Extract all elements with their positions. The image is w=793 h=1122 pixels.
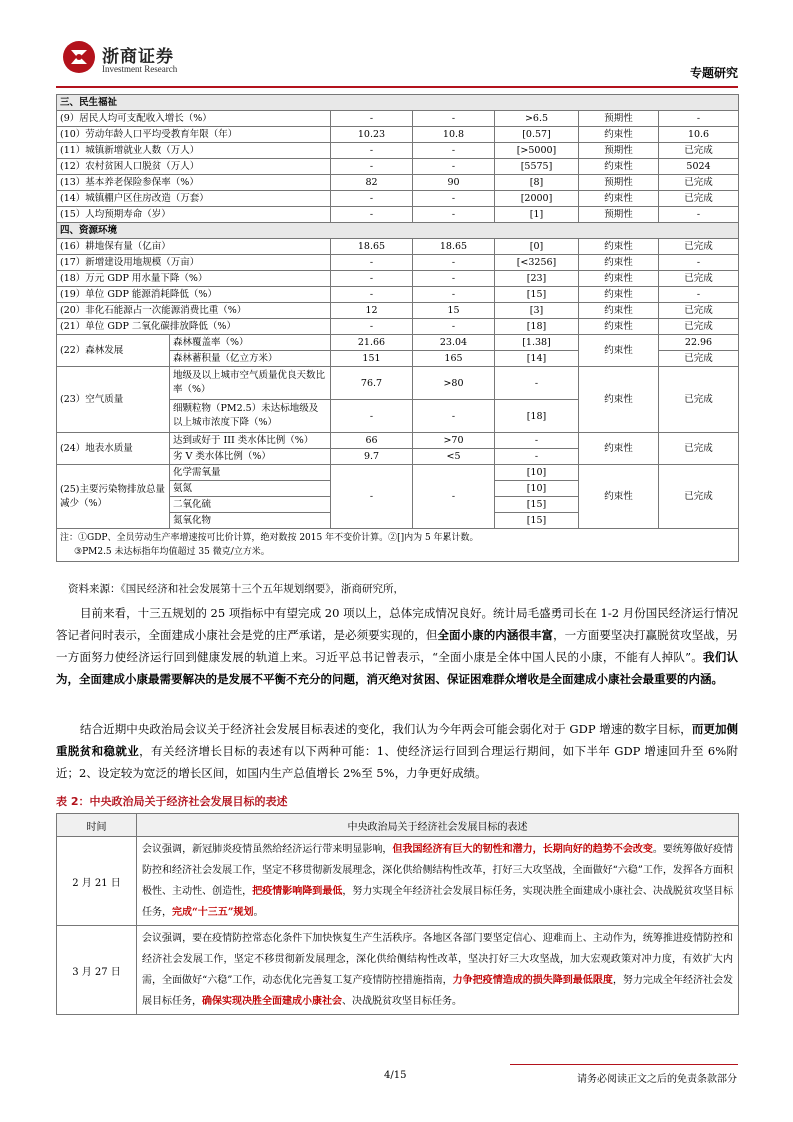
table-row bbox=[57, 837, 739, 926]
company-logo-icon bbox=[62, 40, 96, 74]
table-cell: 约束性 bbox=[579, 319, 659, 335]
section-header-resources bbox=[57, 223, 739, 239]
note-line-2: ③PM2.5 未达标指年均值超过 35 微克/立方米。 bbox=[74, 547, 270, 557]
table-cell: (16）耕地保有量（亿亩） bbox=[57, 239, 331, 255]
table-cell: [5575] bbox=[495, 159, 579, 175]
table-cell: - bbox=[413, 319, 495, 335]
table-cell: [10] bbox=[495, 465, 579, 481]
table-row bbox=[57, 303, 739, 319]
para2-text-1: 结合近期中央政治局会议关于经济社会发展目标表述的变化，我们认为今年两会可能会弱化对于 GDP 增速的数字目标， bbox=[80, 722, 692, 736]
table-cell: (25)主要污染物排放总量减少（%） bbox=[57, 465, 170, 529]
table-cell: - bbox=[331, 287, 413, 303]
table-cell: - bbox=[495, 433, 579, 449]
table-row bbox=[57, 335, 739, 351]
table-cell: 已完成 bbox=[659, 175, 739, 191]
paragraph-2 bbox=[56, 718, 738, 784]
table-cell: (23）空气质量 bbox=[57, 367, 170, 433]
table-cell: [15] bbox=[495, 287, 579, 303]
company-name-cn: 浙商证券 bbox=[102, 47, 174, 67]
table-cell: [>5000] bbox=[495, 143, 579, 159]
table-note-row bbox=[57, 529, 739, 562]
table-cell: [1] bbox=[495, 207, 579, 223]
company-name-en: Investment Research bbox=[102, 64, 178, 74]
document-type: 专题研究 bbox=[689, 66, 738, 80]
table-cell: >80 bbox=[413, 367, 495, 400]
table-cell: 已完成 bbox=[659, 367, 739, 433]
table-row bbox=[57, 143, 739, 159]
table-cell: 5024 bbox=[659, 159, 739, 175]
table-cell: - bbox=[413, 111, 495, 127]
table-cell: (10）劳动年龄人口平均受教育年限（年） bbox=[57, 127, 331, 143]
table-cell: 90 bbox=[413, 175, 495, 191]
table-cell: 达到或好于 III 类水体比例（%） bbox=[170, 433, 331, 449]
table-cell: 二氧化硫 bbox=[170, 497, 331, 513]
table-cell: - bbox=[331, 111, 413, 127]
table-cell: - bbox=[331, 191, 413, 207]
table-cell: 地级及以上城市空气质量优良天数比率（%） bbox=[170, 367, 331, 400]
table-row bbox=[57, 159, 739, 175]
table-cell: (17）新增建设用地规模（万亩） bbox=[57, 255, 331, 271]
table-cell: 23.04 bbox=[413, 335, 495, 351]
table-cell: 10.23 bbox=[331, 127, 413, 143]
row-description: 会议强调，要在疫情防控常态化条件下加快恢复生产生活秩序。各地区各部门要坚定信心、迎难而上、主动作为，统筹推进疫情防控和经济社会发展工作，坚定不移贯彻新发展理念，深化供给侧结构性改革，坚决打好三大攻坚战，加大宏观政策对冲力度，有效扩大内需，全面做好“六稳”工作，动态优化完善复工复产疫情防控措施指南，力争把疫情造成的损失降到最低限度，努力完成全年经济社会发展目标任务，确保实现决胜全面建成小康社会、决战脱贫攻坚目标任务。 bbox=[137, 926, 739, 1015]
table-cell: 约束性 bbox=[579, 239, 659, 255]
table-cell: - bbox=[659, 287, 739, 303]
table-cell: [8] bbox=[495, 175, 579, 191]
table-cell: 151 bbox=[331, 351, 413, 367]
table-row bbox=[57, 127, 739, 143]
table-cell: - bbox=[331, 465, 413, 529]
table-cell: (22）森林发展 bbox=[57, 335, 170, 367]
table-cell: - bbox=[413, 400, 495, 433]
table-cell: 预期性 bbox=[579, 143, 659, 159]
disclaimer-note: 请务必阅读正文之后的免责条款部分 bbox=[577, 1074, 737, 1085]
section-title: 四、资源环境 bbox=[57, 223, 739, 239]
table-cell: 12 bbox=[331, 303, 413, 319]
para1-text-2: ，一方面要坚决打赢脱贫攻坚战，另一方面努力使经济运行回到健康发展的轨道上来。习近平总书记曾表示，“全面小康是全体中国人民的小康，不能有人掉队”。 bbox=[56, 628, 739, 664]
table-row bbox=[57, 191, 739, 207]
para2-text-2: ，有关经济增长目标的表述有以下两种可能：1、使经济运行回到合理运行期间，如下半年 GDP 增速回升至 6%附近；2、设定较为宽泛的增长区间，如国内生产总值增长 2%至 5%，力争更好成绩。 bbox=[56, 744, 739, 780]
table-cell: 约束性 bbox=[579, 335, 659, 367]
table-cell: 预期性 bbox=[579, 111, 659, 127]
politburo-statements-table bbox=[56, 813, 739, 1015]
table-cell: 约束性 bbox=[579, 191, 659, 207]
table-cell: 已完成 bbox=[659, 191, 739, 207]
table-cell: 66 bbox=[331, 433, 413, 449]
table-cell: (13）基本养老保险参保率（%） bbox=[57, 175, 331, 191]
table-source: 资料来源：《国民经济和社会发展第十三个五年规划纲要》，浙商研究所， bbox=[68, 583, 404, 595]
table-cell: 已完成 bbox=[659, 239, 739, 255]
table-cell: 15 bbox=[413, 303, 495, 319]
table-row bbox=[57, 175, 739, 191]
table-cell: - bbox=[413, 159, 495, 175]
table-row bbox=[57, 367, 739, 400]
section-title: 三、民生福祉 bbox=[57, 95, 739, 111]
table-cell: - bbox=[413, 143, 495, 159]
table-cell: - bbox=[331, 255, 413, 271]
table-cell: 约束性 bbox=[579, 367, 659, 433]
table-cell: [23] bbox=[495, 271, 579, 287]
table-cell: 化学需氧量 bbox=[170, 465, 331, 481]
table-cell: 森林覆盖率（%） bbox=[170, 335, 331, 351]
table-cell: [1.38] bbox=[495, 335, 579, 351]
table-cell: 76.7 bbox=[331, 367, 413, 400]
page-header bbox=[56, 40, 738, 90]
table-cell: 氮氧化物 bbox=[170, 513, 331, 529]
table-cell: 劣 V 类水体比例（%） bbox=[170, 449, 331, 465]
table-cell: [0.57] bbox=[495, 127, 579, 143]
table-note bbox=[57, 529, 739, 562]
table-cell: 9.7 bbox=[331, 449, 413, 465]
paragraph-1 bbox=[56, 602, 738, 690]
table-cell: 约束性 bbox=[579, 287, 659, 303]
table-row bbox=[57, 319, 739, 335]
para2-bold-1: 而更加侧重脱贫和稳就业 bbox=[56, 722, 739, 758]
table-cell: [3] bbox=[495, 303, 579, 319]
table-cell: 约束性 bbox=[579, 465, 659, 529]
table-cell: 已完成 bbox=[659, 351, 739, 367]
table-row bbox=[57, 433, 739, 449]
table-cell: - bbox=[413, 207, 495, 223]
table-cell: (9）居民人均可支配收入增长（%） bbox=[57, 111, 331, 127]
table-cell: 10.8 bbox=[413, 127, 495, 143]
table-cell: (18）万元 GDP 用水量下降（%） bbox=[57, 271, 331, 287]
table-cell: [18] bbox=[495, 400, 579, 433]
table-row bbox=[57, 111, 739, 127]
table-cell: (14）城镇棚户区住房改造（万套） bbox=[57, 191, 331, 207]
table-row bbox=[57, 287, 739, 303]
table-cell: 18.65 bbox=[331, 239, 413, 255]
table-cell: 约束性 bbox=[579, 271, 659, 287]
table-cell: (19）单位 GDP 能源消耗降低（%） bbox=[57, 287, 331, 303]
table-cell: (12）农村贫困人口脱贫（万人） bbox=[57, 159, 331, 175]
table-cell: - bbox=[331, 159, 413, 175]
table-cell: 约束性 bbox=[579, 433, 659, 465]
row-date: 3 月 27 日 bbox=[57, 926, 137, 1015]
table-cell: - bbox=[331, 400, 413, 433]
para1-bold-2: 我们认为，全面建成小康最需要解决的是发展不平衡不充分的问题，消灭绝对贫困、保证困难群众增收是全面建成小康社会最重要的内涵。 bbox=[56, 650, 738, 686]
table-cell: (21）单位 GDP 二氧化碳排放降低（%） bbox=[57, 319, 331, 335]
note-line-1: 注：①GDP、全员劳动生产率增速按可比价计算，绝对数按 2015 年不变价计算。②[]内为 5 年累计数。 bbox=[60, 533, 479, 543]
table-cell: [18] bbox=[495, 319, 579, 335]
table-cell: 21.66 bbox=[331, 335, 413, 351]
table-cell: <5 bbox=[413, 449, 495, 465]
table-cell: - bbox=[413, 271, 495, 287]
para1-bold-1: 全面小康的内涵很丰富 bbox=[437, 628, 554, 642]
table-cell: [15] bbox=[495, 497, 579, 513]
header-divider bbox=[56, 86, 738, 88]
table-cell: 约束性 bbox=[579, 159, 659, 175]
table-cell: [<3256] bbox=[495, 255, 579, 271]
table-cell: - bbox=[331, 207, 413, 223]
para1-text-1: 目前来看，十三五规划的 25 项指标中有望完成 20 项以上，总体完成情况良好。统计局毛盛勇司长在 1-2 月份国民经济运行情况答记者问时表示，全面建成小康社会是党的庄严承诺，是必须要实现的，但 bbox=[56, 606, 738, 642]
table-cell: [10] bbox=[495, 481, 579, 497]
table-cell: 已完成 bbox=[659, 271, 739, 287]
table-cell: - bbox=[331, 143, 413, 159]
table-cell: - bbox=[413, 191, 495, 207]
table-cell: 氨氮 bbox=[170, 481, 331, 497]
table-cell: - bbox=[495, 367, 579, 400]
table-cell: - bbox=[495, 449, 579, 465]
table-cell: 约束性 bbox=[579, 303, 659, 319]
table-cell: 约束性 bbox=[579, 127, 659, 143]
table-cell: 细颗粒物（PM2.5）未达标地级及以上城市浓度下降（%） bbox=[170, 400, 331, 433]
footer-divider bbox=[510, 1064, 738, 1065]
table2-header-row bbox=[57, 814, 739, 837]
table-cell: - bbox=[659, 111, 739, 127]
table-cell: - bbox=[413, 287, 495, 303]
table-row bbox=[57, 926, 739, 1015]
table-cell: (20）非化石能源占一次能源消费比重（%） bbox=[57, 303, 331, 319]
table-cell: (15）人均预期寿命（岁） bbox=[57, 207, 331, 223]
table-cell: 已完成 bbox=[659, 465, 739, 529]
table-cell: 已完成 bbox=[659, 303, 739, 319]
table-cell: [14] bbox=[495, 351, 579, 367]
table-cell: 165 bbox=[413, 351, 495, 367]
table-cell: 森林蓄积量（亿立方米） bbox=[170, 351, 331, 367]
table-cell: 已完成 bbox=[659, 143, 739, 159]
table-row bbox=[57, 271, 739, 287]
table-cell: - bbox=[659, 207, 739, 223]
table-cell: [15] bbox=[495, 513, 579, 529]
col-desc-header: 中央政治局关于经济社会发展目标的表述 bbox=[137, 814, 739, 837]
table-cell: - bbox=[331, 319, 413, 335]
table-cell: - bbox=[331, 271, 413, 287]
table-cell: - bbox=[413, 465, 495, 529]
table-cell: 已完成 bbox=[659, 319, 739, 335]
table-cell: (24）地表水质量 bbox=[57, 433, 170, 465]
row-date: 2 月 21 日 bbox=[57, 837, 137, 926]
section-header-livelihood bbox=[57, 95, 739, 111]
table2-title: 表 2：中央政治局关于经济社会发展目标的表述 bbox=[56, 795, 288, 808]
table-cell: 预期性 bbox=[579, 207, 659, 223]
table-cell: 预期性 bbox=[579, 175, 659, 191]
page-number: 4/15 bbox=[384, 1070, 407, 1081]
planning-indicators-table bbox=[56, 94, 739, 562]
table-cell: - bbox=[659, 255, 739, 271]
table-row bbox=[57, 465, 739, 481]
table-cell: 22.96 bbox=[659, 335, 739, 351]
col-time-header: 时间 bbox=[57, 814, 137, 837]
table-cell: [0] bbox=[495, 239, 579, 255]
table-cell: >70 bbox=[413, 433, 495, 449]
table-cell: 已完成 bbox=[659, 433, 739, 465]
table-cell: 18.65 bbox=[413, 239, 495, 255]
table-cell: 约束性 bbox=[579, 255, 659, 271]
table-row bbox=[57, 207, 739, 223]
table-row bbox=[57, 239, 739, 255]
table-cell: - bbox=[413, 255, 495, 271]
table-cell: 82 bbox=[331, 175, 413, 191]
table-cell: >6.5 bbox=[495, 111, 579, 127]
table-row bbox=[57, 255, 739, 271]
table-cell: [2000] bbox=[495, 191, 579, 207]
table-cell: 10.6 bbox=[659, 127, 739, 143]
row-description: 会议强调，新冠肺炎疫情虽然给经济运行带来明显影响，但我国经济有巨大的韧性和潜力，长期向好的趋势不会改变。要统筹做好疫情防控和经济社会发展工作，坚定不移贯彻新发展理念，深化供给侧结构性改革，打好三大攻坚战，全面做好“六稳”工作，发挥各方面积极性、主动性、创造性，把疫情影响降到最低，努力实现全年经济社会发展目标任务，实现决胜全面建成小康社会、决战脱贫攻坚目标任务，完成“十三五”规划。 bbox=[137, 837, 739, 926]
table-cell: (11）城镇新增就业人数（万人） bbox=[57, 143, 331, 159]
